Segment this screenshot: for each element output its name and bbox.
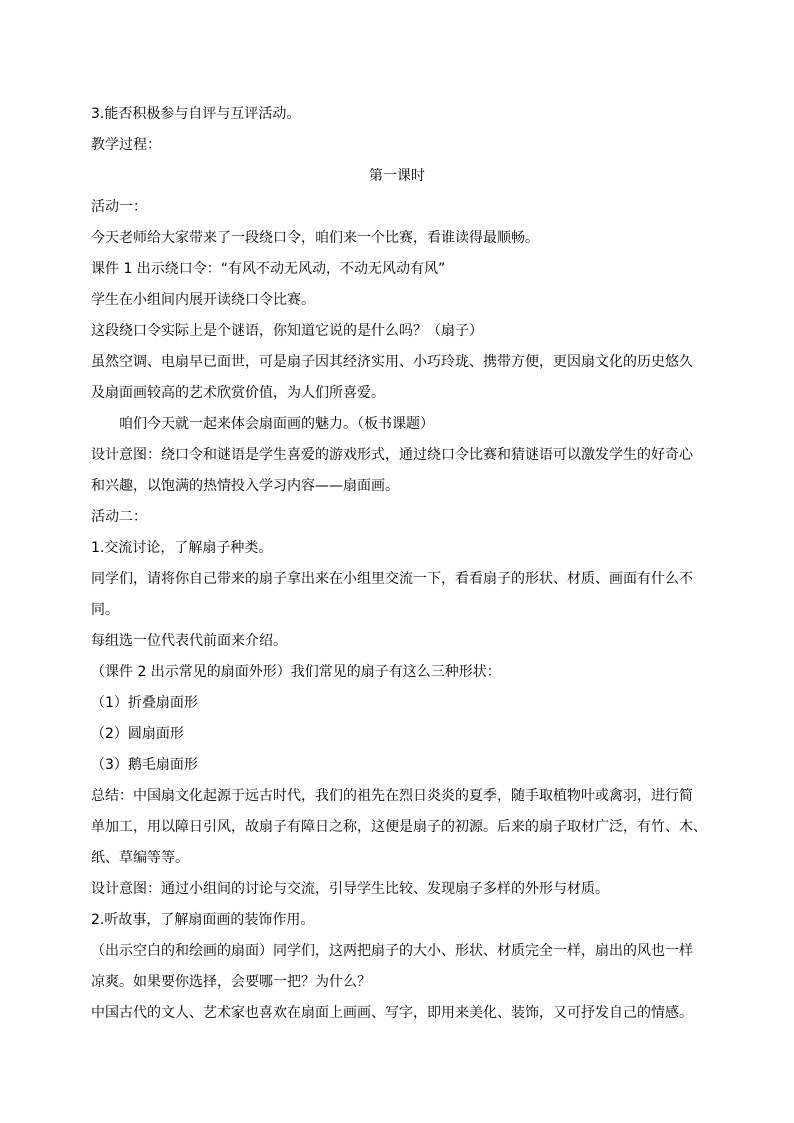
text-line: 单加工，用以障日引风，故扇子有障日之称，这便是扇子的初源。后来的扇子取材广泛，有竹、木、 bbox=[91, 819, 707, 835]
text-line: 中国古代的文人、艺术家也喜欢在扇面上画画、写字，即用来美化、装饰，又可抒发自己的情感。 bbox=[91, 1005, 693, 1021]
text-line: 总结：中国扇文化起源于远古时代，我们的祖先在烈日炎炎的夏季，随手取植物叶或禽羽，进行简 bbox=[91, 788, 693, 804]
list-item: （3）鹅毛扇面形 bbox=[91, 757, 198, 773]
text-line: 2.听故事，了解扇面画的装饰作用。 bbox=[91, 912, 315, 928]
text-line: 活动一： bbox=[91, 199, 147, 215]
list-item: （2）圆扇面形 bbox=[91, 726, 184, 742]
text-line: （出示空白的和绘画的扇面）同学们，这两把扇子的大小、形状、材质完全一样，扇出的风也一样 bbox=[91, 943, 693, 959]
text-line: 这段绕口令实际上是个谜语，你知道它说的是什么吗？（扇子） bbox=[91, 323, 483, 339]
text-line: 设计意图：绕口令和谜语是学生喜爱的游戏形式，通过绕口令比赛和猜谜语可以激发学生的好奇心 bbox=[91, 447, 693, 463]
text-line: 凉爽。如果要你选择，会要哪一把？为什么？ bbox=[91, 974, 371, 990]
text-line: 咱们今天就一起来体会扇面画的魅力。（板书课题） bbox=[119, 416, 434, 432]
text-line: 学生在小组间内展开读绕口令比赛。 bbox=[91, 292, 315, 308]
text-line: 每组选一位代表代前面来介绍。 bbox=[91, 633, 287, 649]
text-line: 纸、草编等等。 bbox=[91, 850, 189, 866]
text-line: 教学过程： bbox=[91, 137, 161, 153]
text-line: 虽然空调、电扇早已面世，可是扇子因其经济实用、小巧玲珑、携带方便，更因扇文化的历史悠久 bbox=[91, 354, 693, 370]
text-line: 今天老师给大家带来了一段绕口令，咱们来一个比赛，看谁读得最顺畅。 bbox=[91, 230, 539, 246]
text-line: 1.交流讨论，了解扇子种类。 bbox=[91, 540, 273, 556]
section-heading: 第一课时 bbox=[369, 168, 425, 184]
text-line: 同。 bbox=[91, 602, 119, 618]
text-line: 和兴趣，以饱满的热情投入学习内容——扇面画。 bbox=[91, 478, 399, 494]
list-item: （1）折叠扇面形 bbox=[91, 695, 198, 711]
text-line: 3.能否积极参与自评与互评活动。 bbox=[91, 106, 301, 122]
text-line: 课件 1 出示绕口令：“有风不动无风动，不动无风动有风” bbox=[91, 261, 446, 277]
text-line: 及扇面画较高的艺术欣赏价值，为人们所喜爱。 bbox=[91, 385, 385, 401]
text-line: 同学们，请将你自己带来的扇子拿出来在小组里交流一下，看看扇子的形状、材质、画面有什么不 bbox=[91, 571, 693, 587]
text-line: 设计意图：通过小组间的讨论与交流，引导学生比较、发现扇子多样的外形与材质。 bbox=[91, 881, 609, 897]
text-line: （课件 2 出示常见的扇面外形）我们常见的扇子有这么三种形状： bbox=[91, 664, 501, 680]
text-line: 活动二： bbox=[91, 509, 147, 525]
